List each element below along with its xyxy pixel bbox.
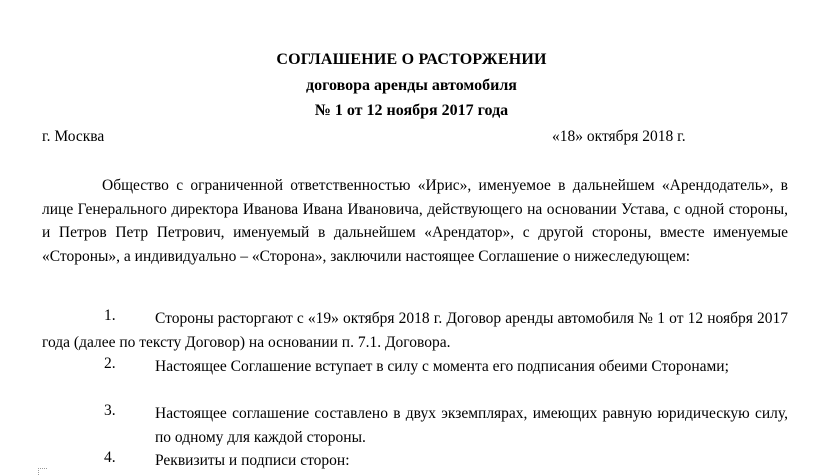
item-number: 1. (104, 307, 116, 324)
document-subtitle: договора аренды автомобиля (306, 77, 517, 94)
contract-reference: № 1 от 12 ноября 2017 года (314, 102, 509, 119)
item-text: Настоящее соглашение составлено в двух экземплярах, имеющих равную юридическую силу, по одному для каждой стороны. (155, 405, 788, 446)
item-number: 4. (104, 449, 116, 466)
agreement-date: «18» октября 2018 г. (552, 128, 686, 145)
intro-paragraph: Общество с ограниченной ответственностью «Ирис», именуемое в дальнейшем «Арендодатель», в лице Генерального директора Иванова Ивана Ивановича, действующего на основании Устава, с одной стороны, и Петров Петр Петрович, именуемый в дальнейшем «Арендатор», с другой стороны, вместе именуемые «Стороны», а индивидуально – «Сторона», заключили настоящее Соглашение о нижеследующем: (42, 177, 788, 265)
item-text: Настоящее Соглашение вступает в силу с момента его подписания обеими Сторонами; (155, 358, 729, 375)
city: г. Москва (42, 128, 105, 145)
item-text (42, 307, 788, 355)
item-text: Реквизиты и подписи сторон: (155, 452, 350, 469)
document-title: СОГЛАШЕНИЕ О РАСТОРЖЕНИИ (276, 51, 547, 68)
item-number: 3. (104, 402, 116, 419)
item-text-body: Стороны расторгают с «19» октября 2018 г. Договор аренды автомобиля № 1 от 12 ноября 2017 года (далее по тексту Договор) на основании п. 7.1. Договора. (42, 310, 788, 351)
item-number: 2. (104, 355, 116, 372)
